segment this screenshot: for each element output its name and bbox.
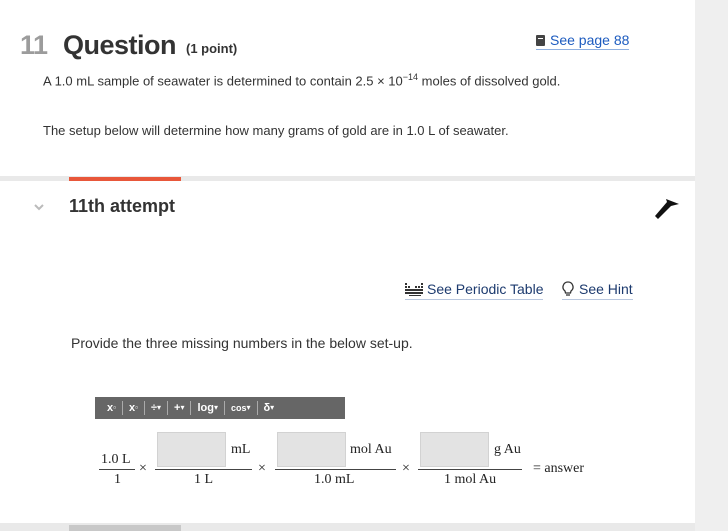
log-button[interactable]: log ▾ [191,401,225,415]
question-points: (1 point) [186,41,238,56]
hint-label: See Hint [579,281,633,297]
fraction1-denominator: 1 [114,472,121,487]
fraction2-denominator: 1 L [194,472,214,487]
superscript-label: x [107,402,114,414]
periodic-table-label: See Periodic Table [427,281,544,297]
multiply-sign-2: × [258,461,266,476]
operators-label: + [174,402,181,414]
multiply-sign-3: × [402,461,410,476]
fraction2-bar [155,469,252,470]
question-text-line2: The setup below will determine how many grams of gold are in 1.0 L of seawater. [43,123,509,138]
fraction2-numerator-unit: mL [231,442,251,457]
exponent: −14 [402,72,419,82]
subscript-label: x [128,402,136,414]
operators-button[interactable]: + ▾ [168,401,191,415]
fraction-button[interactable]: ÷ ▾ [145,401,168,415]
see-page-label: See page 88 [550,32,630,48]
missing-number-input-2[interactable] [277,432,346,467]
instruction-text: Provide the three missing numbers in the below set-up. [71,335,413,351]
trig-label: cos [230,403,247,413]
multiply-sign-1: × [139,461,147,476]
missing-number-input-3[interactable] [420,432,489,467]
question-number: 11 [20,30,48,60]
greek-button[interactable]: δ ▾ [263,402,275,414]
fraction3-bar [275,469,396,470]
trig-button[interactable]: cos ▾ [225,401,258,415]
question-text-b: moles of dissolved gold. [418,73,561,89]
superscript-button[interactable]: x ▫ [101,401,123,415]
fraction3-numerator-unit: mol Au [350,442,392,457]
fraction-label: ÷ [150,402,157,414]
question-title: Question [63,30,177,60]
fraction1-numerator: 1.0 L [101,452,131,467]
bottom-tab-indicator [69,525,181,531]
result-text: = answer [533,461,585,476]
fraction3-denominator: 1.0 mL [314,472,355,487]
attempt-label[interactable]: 11th attempt [69,196,176,216]
question-text-a: A 1.0 mL sample of seawater is determined to contain 2.5 × 10 [43,73,403,89]
fraction4-numerator-unit: g Au [494,442,521,457]
missing-number-input-1[interactable] [157,432,226,467]
subscript-button[interactable]: x ▫ [123,401,145,415]
fraction1-bar [99,469,135,470]
fraction4-bar [418,469,522,470]
log-label: log [197,402,214,414]
greek-label: δ [263,402,271,414]
fraction4-denominator: 1 mol Au [444,472,497,487]
